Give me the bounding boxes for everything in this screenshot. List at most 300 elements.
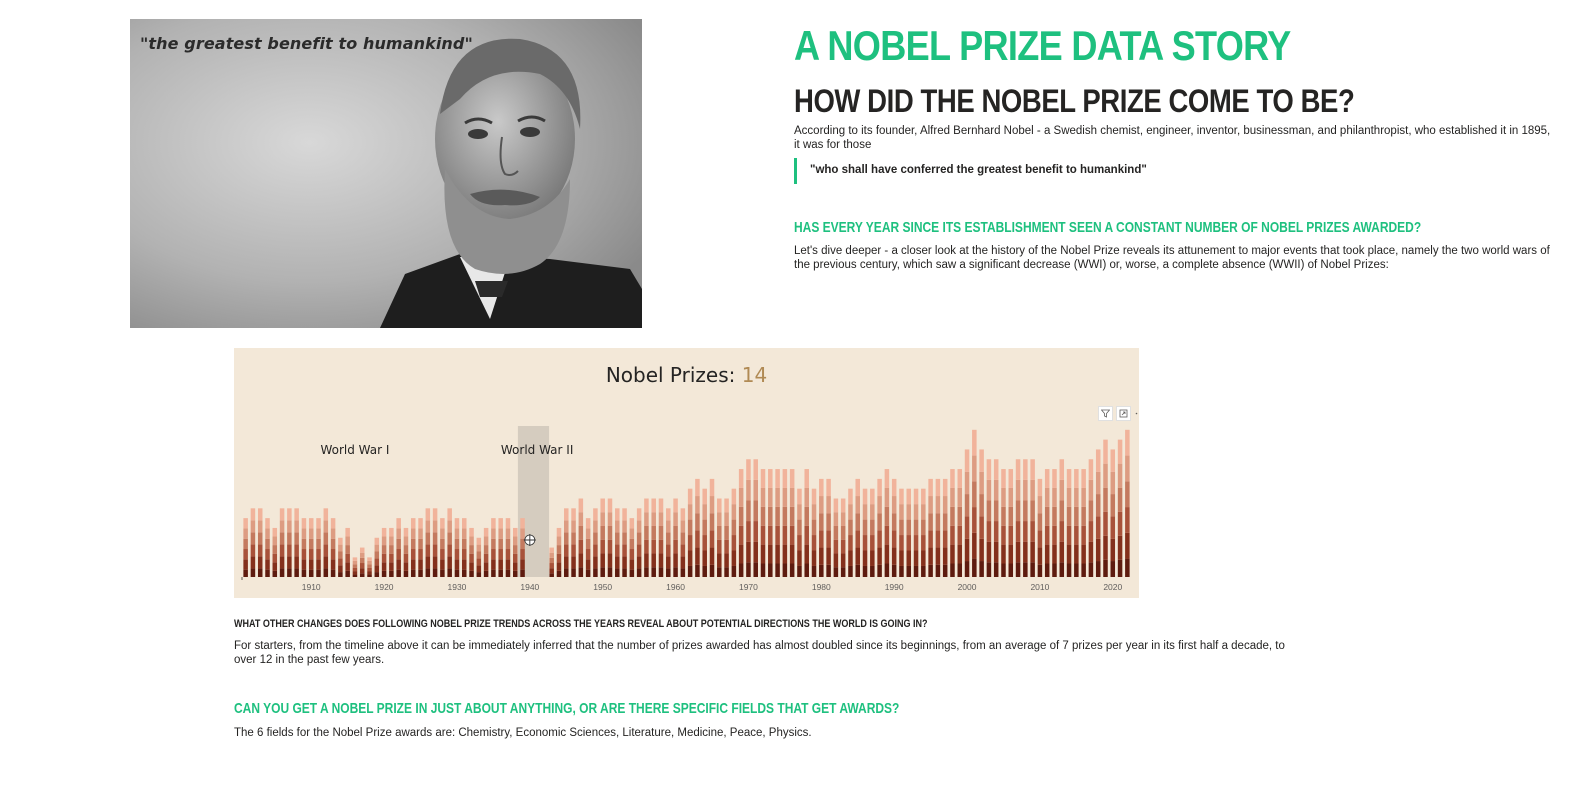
bar-segment — [1118, 536, 1123, 560]
bar-segment — [1038, 548, 1043, 565]
bar-segment — [673, 499, 678, 513]
bar-segment — [1089, 521, 1094, 542]
bar-segment — [834, 567, 839, 577]
bar-segment — [717, 512, 722, 526]
bar-segment — [783, 545, 788, 564]
bar-segment — [280, 568, 285, 577]
bar-segment — [600, 512, 605, 526]
bar-segment — [447, 556, 452, 568]
bar-segment — [936, 513, 941, 530]
bar-segment — [936, 548, 941, 565]
bar-segment — [1009, 564, 1014, 577]
bar-segment — [251, 556, 256, 568]
bar-segment — [848, 551, 853, 566]
bar-segment — [571, 556, 576, 568]
bar-segment — [710, 548, 715, 565]
bar-segment — [637, 544, 642, 556]
bar-segment — [710, 530, 715, 547]
bar-segment — [571, 568, 576, 577]
bar-segment — [258, 520, 263, 532]
bar-segment — [681, 532, 686, 544]
bar-segment — [906, 489, 911, 504]
bar-segment — [950, 469, 955, 488]
section2-heading: WHAT OTHER CHANGES DOES FOLLOWING NOBEL PRIZE TRENDS ACROSS THE YEARS REVEAL ABOUT POTENTIAL DIRECTIONS THE WORLD IS GOING IN? — [234, 618, 928, 630]
bar-segment — [345, 545, 350, 554]
bar-segment — [1052, 507, 1057, 526]
bar-segment — [549, 568, 554, 573]
bar-segment — [1111, 449, 1116, 471]
bar-segment — [331, 539, 336, 549]
bar-segment — [753, 480, 758, 501]
bar-segment — [280, 544, 285, 556]
bar-segment — [324, 532, 329, 544]
bar-segment — [1103, 488, 1108, 512]
x-tick-label: 1930 — [447, 582, 467, 592]
bar-segment — [302, 570, 307, 577]
bar-segment — [724, 499, 729, 513]
bar-segment — [804, 469, 809, 488]
bar-segment — [987, 480, 992, 501]
bar-segment — [906, 520, 911, 535]
bar-segment — [1081, 507, 1086, 526]
bar-segment — [477, 551, 482, 558]
bar-segment — [1103, 512, 1108, 536]
bar-segment — [484, 545, 489, 554]
bar-segment — [331, 528, 336, 538]
bar-segment — [834, 540, 839, 554]
bar-segment — [593, 544, 598, 556]
bar-segment — [1096, 449, 1101, 471]
bar-segment — [775, 526, 780, 545]
bar-segment — [681, 544, 686, 556]
bar-segment — [819, 565, 824, 577]
bar-segment — [892, 565, 897, 577]
bar-segment — [1060, 521, 1065, 542]
bar-segment — [644, 499, 649, 513]
bar-segment — [477, 565, 482, 572]
bar-segment — [600, 540, 605, 554]
bar-segment — [265, 549, 270, 559]
intro-paragraph: According to its founder, Alfred Bernhard Nobel - a Swedish chemist, engineer, inventor, businessman, and philanthropist, who established it in 1895, it was for those — [794, 125, 1551, 151]
bar-segment — [688, 535, 693, 550]
bar-segment — [1074, 564, 1079, 577]
bar-segment — [761, 469, 766, 488]
bar-segment — [1060, 480, 1065, 501]
bar-segment — [389, 537, 394, 546]
bar-segment — [367, 564, 372, 567]
bar-segment — [724, 512, 729, 526]
bar-segment — [804, 507, 809, 526]
bar-segment — [549, 558, 554, 563]
nobel-prizes-chart-card[interactable] — [234, 348, 1139, 598]
bar-segment — [855, 548, 860, 565]
bar-segment — [462, 528, 467, 538]
portrait-illustration — [130, 19, 642, 328]
bar-segment — [695, 513, 700, 530]
bar-segment — [987, 500, 992, 521]
x-tick-label: 1940 — [520, 582, 540, 592]
bar-segment — [753, 562, 758, 577]
bar-segment — [455, 570, 460, 577]
bar-segment — [841, 526, 846, 540]
bar-segment — [906, 566, 911, 577]
bar-segment — [1089, 500, 1094, 521]
bar-segment — [950, 545, 955, 564]
bar-segment — [1045, 564, 1050, 577]
bar-segment — [1125, 456, 1130, 482]
bar-segment — [848, 535, 853, 550]
bar-segment — [775, 507, 780, 526]
bar-segment — [739, 526, 744, 545]
bar-segment — [790, 564, 795, 577]
bar-segment — [564, 508, 569, 520]
bar-segment — [965, 494, 970, 516]
bar-segment — [899, 551, 904, 566]
bar-segment — [1045, 469, 1050, 488]
bar-segment — [418, 549, 423, 559]
bar-segment — [426, 556, 431, 568]
bar-segment — [579, 512, 584, 526]
bar-segment — [1125, 559, 1130, 577]
bar-segment — [309, 518, 314, 528]
bar-segment — [746, 521, 751, 542]
bar-segment — [426, 520, 431, 532]
bar-segment — [360, 563, 365, 568]
bar-segment — [396, 570, 401, 577]
bar-segment — [287, 568, 292, 577]
bar-segment — [280, 556, 285, 568]
bar-segment — [848, 566, 853, 577]
bar-segment — [345, 528, 350, 537]
bar-segment — [557, 537, 562, 546]
bar-segment — [258, 568, 263, 577]
bar-segment — [943, 479, 948, 496]
bar-segment — [309, 570, 314, 577]
bar-segment — [564, 556, 569, 568]
bar-segment — [812, 504, 817, 519]
bar-segment — [353, 568, 358, 571]
bar-segment — [1125, 481, 1130, 507]
bar-segment — [258, 508, 263, 520]
bar-segment — [877, 548, 882, 565]
bar-segment — [630, 559, 635, 569]
bar-segment — [360, 553, 365, 558]
bar-segment — [1016, 521, 1021, 542]
bar-segment — [732, 520, 737, 535]
bar-segment — [899, 489, 904, 504]
bar-segment — [506, 518, 511, 528]
bar-segment — [848, 520, 853, 535]
bar-segment — [600, 553, 605, 567]
x-tick-label: 1980 — [811, 582, 831, 592]
bar-segment — [965, 449, 970, 471]
bar-segment — [1067, 564, 1072, 577]
bar-segment — [1074, 469, 1079, 488]
bar-segment — [928, 496, 933, 513]
bar-segment — [302, 518, 307, 528]
bar-segment — [1060, 500, 1065, 521]
bar-segment — [324, 568, 329, 577]
bar-segment — [1096, 539, 1101, 561]
bar-segment — [739, 469, 744, 488]
bar-segment — [753, 500, 758, 521]
bar-segment — [1001, 545, 1006, 564]
bar-segment — [302, 539, 307, 549]
bar-segment — [302, 559, 307, 569]
bar-segment — [622, 532, 627, 544]
bar-segment — [353, 575, 358, 577]
bar-segment — [549, 548, 554, 553]
bar-segment — [965, 472, 970, 494]
bar-segment — [1118, 488, 1123, 512]
bar-segment — [404, 571, 409, 577]
bar-segment — [1089, 459, 1094, 480]
bar-segment — [375, 558, 380, 565]
bar-segment — [659, 553, 664, 567]
bar-segment — [739, 488, 744, 507]
bar-segment — [1030, 480, 1035, 501]
founder-quote: "who shall have conferred the greatest benefit to humankind" — [810, 164, 1147, 176]
bar-segment — [622, 508, 627, 520]
bar-segment — [324, 556, 329, 568]
bar-segment — [834, 512, 839, 526]
bar-segment — [491, 539, 496, 549]
bar-segment — [1045, 488, 1050, 507]
bar-segment — [651, 567, 656, 577]
bar-segment — [783, 526, 788, 545]
bar-segment — [1103, 560, 1108, 577]
bar-segment — [651, 540, 656, 554]
bar-segment — [1001, 526, 1006, 545]
bar-segment — [877, 530, 882, 547]
bar-segment — [644, 553, 649, 567]
bar-segment — [557, 554, 562, 563]
bar-segment — [666, 556, 671, 568]
bar-segment — [732, 566, 737, 577]
bar-segment — [615, 568, 620, 577]
bar-segment — [688, 551, 693, 566]
x-tick-label: 1920 — [374, 582, 394, 592]
bar-segment — [513, 554, 518, 563]
bar-segment — [841, 499, 846, 513]
bar-segment — [768, 488, 773, 507]
x-tick-label: 1970 — [738, 582, 758, 592]
bar-segment — [863, 551, 868, 566]
bar-segment — [855, 565, 860, 577]
bar-segment — [943, 513, 948, 530]
bar-segment — [775, 488, 780, 507]
bar-segment — [863, 520, 868, 535]
bar-segment — [812, 566, 817, 577]
bar-segment — [1081, 526, 1086, 545]
bar-segment — [710, 565, 715, 577]
bar-segment — [1030, 521, 1035, 542]
bar-segment — [899, 504, 904, 519]
bar-segment — [775, 545, 780, 564]
bar-segment — [469, 571, 474, 577]
bar-segment — [564, 532, 569, 544]
bar-segment — [885, 507, 890, 526]
bar-segment — [396, 518, 401, 528]
bar-segment — [877, 513, 882, 530]
bar-segment — [994, 562, 999, 577]
bar-segment — [477, 538, 482, 545]
bar-segment — [724, 553, 729, 567]
bar-segment — [892, 479, 897, 496]
bar-segment — [1089, 480, 1094, 501]
bar-segment — [265, 559, 270, 569]
bar-segment — [950, 564, 955, 577]
bar-segment — [1023, 562, 1028, 577]
bar-segment — [1001, 469, 1006, 488]
bar-segment — [834, 499, 839, 513]
bar-segment — [462, 518, 467, 528]
bar-segment — [520, 528, 525, 538]
bar-segment — [979, 516, 984, 538]
bar-segment — [958, 507, 963, 526]
bar-segment — [1111, 494, 1116, 516]
bar-segment — [943, 496, 948, 513]
bar-segment — [375, 565, 380, 572]
bar-segment — [885, 545, 890, 564]
bar-segment — [950, 488, 955, 507]
bar-segment — [702, 520, 707, 535]
bar-segment — [280, 532, 285, 544]
bar-segment — [950, 526, 955, 545]
bar-segment — [316, 570, 321, 577]
bar-segment — [440, 518, 445, 528]
bar-segment — [1081, 545, 1086, 564]
page-title: A NOBEL PRIZE DATA STORY — [794, 22, 1291, 69]
bar-segment — [790, 545, 795, 564]
bar-segment — [382, 528, 387, 537]
bar-segment — [899, 520, 904, 535]
bar-segment — [593, 556, 598, 568]
bar-segment — [972, 507, 977, 533]
bar-segment — [382, 537, 387, 546]
bar-segment — [1060, 562, 1065, 577]
bar-segment — [812, 551, 817, 566]
bar-segment — [396, 559, 401, 569]
bar-segment — [732, 504, 737, 519]
bar-segment — [1009, 526, 1014, 545]
bar-segment — [418, 528, 423, 538]
bar-segment — [979, 472, 984, 494]
bar-segment — [761, 545, 766, 564]
bar-segment — [455, 539, 460, 549]
bar-segment — [855, 530, 860, 547]
bar-segment — [287, 508, 292, 520]
bar-segment — [928, 530, 933, 547]
bar-segment — [702, 535, 707, 550]
bar-segment — [746, 480, 751, 501]
bar-segment — [885, 469, 890, 488]
bar-segment — [411, 549, 416, 559]
bar-segment — [404, 545, 409, 554]
bar-segment — [863, 489, 868, 504]
war-annotation-label: World War II — [500, 443, 574, 457]
bar-segment — [433, 568, 438, 577]
bar-segment — [943, 530, 948, 547]
bar-segment — [994, 480, 999, 501]
bar-segment — [549, 573, 554, 577]
bar-segment — [557, 562, 562, 571]
bar-segment — [564, 568, 569, 577]
bar-segment — [462, 549, 467, 559]
bar-segment — [804, 488, 809, 507]
bar-segment — [885, 488, 890, 507]
bar-segment — [1023, 542, 1028, 563]
bar-segment — [1045, 526, 1050, 545]
bar-segment — [994, 500, 999, 521]
bar-segment — [637, 508, 642, 520]
bar-segment — [644, 526, 649, 540]
bar-segment — [579, 567, 584, 577]
bar-segment — [1038, 530, 1043, 547]
bar-segment — [914, 489, 919, 504]
stacked-bar-chart[interactable] — [234, 348, 1139, 598]
bar-segment — [294, 556, 299, 568]
bar-segment — [375, 538, 380, 545]
bar-segment — [316, 528, 321, 538]
bar-segment — [695, 496, 700, 513]
bar-segment — [987, 459, 992, 480]
bar-segment — [316, 539, 321, 549]
bar-segment — [659, 499, 664, 513]
bar-segment — [790, 526, 795, 545]
bar-segment — [753, 521, 758, 542]
bar-segment — [345, 537, 350, 546]
bar-segment — [367, 571, 372, 574]
bar-segment — [928, 548, 933, 565]
bar-segment — [411, 559, 416, 569]
x-tick-label: 2010 — [1030, 582, 1050, 592]
bar-segment — [1125, 507, 1130, 533]
bar-segment — [804, 526, 809, 545]
bar-segment — [812, 520, 817, 535]
bar-segment — [375, 545, 380, 552]
bar-segment — [979, 561, 984, 577]
bar-segment — [243, 559, 248, 569]
bar-segment — [666, 568, 671, 577]
bar-segment — [761, 564, 766, 577]
bar-segment — [717, 540, 722, 554]
bar-segment — [695, 565, 700, 577]
bar-segment — [746, 542, 751, 563]
bar-segment — [783, 488, 788, 507]
bar-segment — [637, 568, 642, 577]
bar-segment — [418, 518, 423, 528]
bar-segment — [367, 575, 372, 577]
bar-segment — [287, 556, 292, 568]
bar-segment — [549, 563, 554, 568]
bar-segment — [440, 528, 445, 538]
bar-segment — [411, 539, 416, 549]
bar-segment — [768, 469, 773, 488]
x-tick-label: 1950 — [593, 582, 613, 592]
bar-segment — [338, 551, 343, 558]
bar-segment — [746, 562, 751, 577]
bar-segment — [717, 553, 722, 567]
bar-segment — [440, 559, 445, 569]
bar-segment — [338, 558, 343, 565]
bar-segment — [1103, 464, 1108, 488]
section3-heading: CAN YOU GET A NOBEL PRIZE IN JUST ABOUT ANYTHING, OR ARE THERE SPECIFIC FIELDS THAT GET AWARDS? — [234, 700, 900, 717]
bar-segment — [294, 520, 299, 532]
bar-segment — [790, 488, 795, 507]
x-tick-label: 1910 — [301, 582, 321, 592]
bar-segment — [761, 488, 766, 507]
